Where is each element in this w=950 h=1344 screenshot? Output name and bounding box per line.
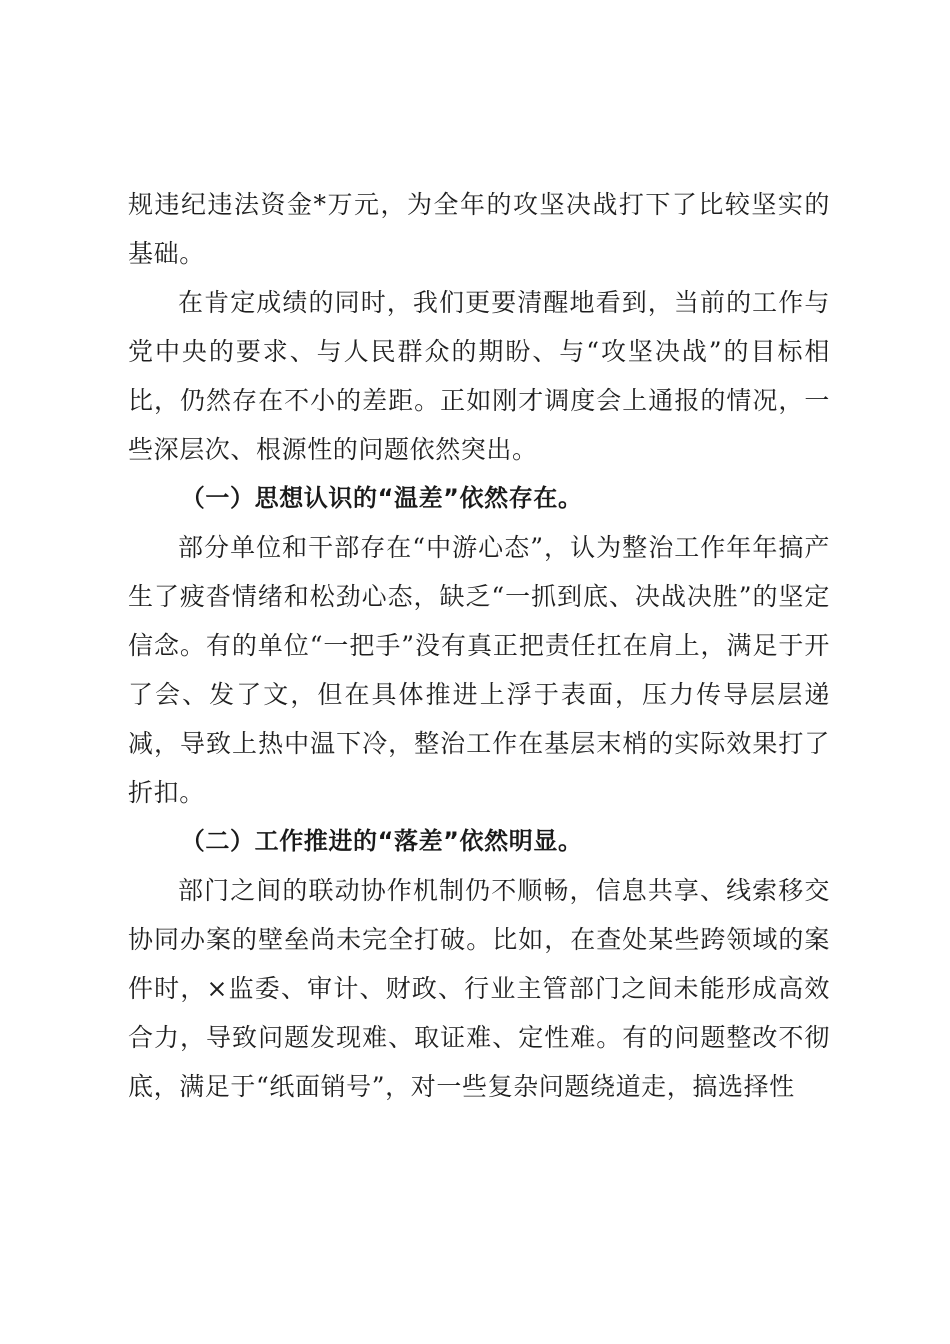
- paragraph-continuation: 规违纪违法资金*万元，为全年的攻坚决战打下了比较坚实的基础。: [128, 190, 830, 268]
- paragraph-work-progress: 部门之间的联动协作机制仍不顺畅，信息共享、线索移交协同办案的壁垒尚未完全打破。比如，在查处某些跨领域的案件时，×监委、审计、财政、行业主管部门之间未能形成高效合力，导致问题发现难、取证难、定性难。有的问题整改不彻底，满足于“纸面销号”，对一些复杂问题绕道走，搞选择性: [128, 876, 830, 1101]
- paragraph-gap-overview: 在肯定成绩的同时，我们更要清醒地看到，当前的工作与党中央的要求、与人民群众的期盼、与“攻坚决战”的目标相比，仍然存在不小的差距。正如刚才调度会上通报的情况，一些深层次、根源性的问题依然突出。: [128, 288, 830, 464]
- section-heading-1: （一）思想认识的“温差”依然存在。: [180, 484, 583, 512]
- paragraph-ideological-awareness: 部分单位和干部存在“中游心态”，认为整治工作年年搞产生了疲沓情绪和松劲心态，缺乏“一抓到底、决战决胜”的坚定信念。有的单位“一把手”没有真正把责任扛在肩上，满足于开了会、发了文，但在具体推进上浮于表面，压力传导层层递减，导致上热中温下冷，整治工作在基层末梢的实际效果打了折扣。: [128, 533, 830, 807]
- document-body: [128, 180, 830, 1111]
- section-heading-2: （二）工作推进的“落差”依然明显。: [180, 827, 583, 855]
